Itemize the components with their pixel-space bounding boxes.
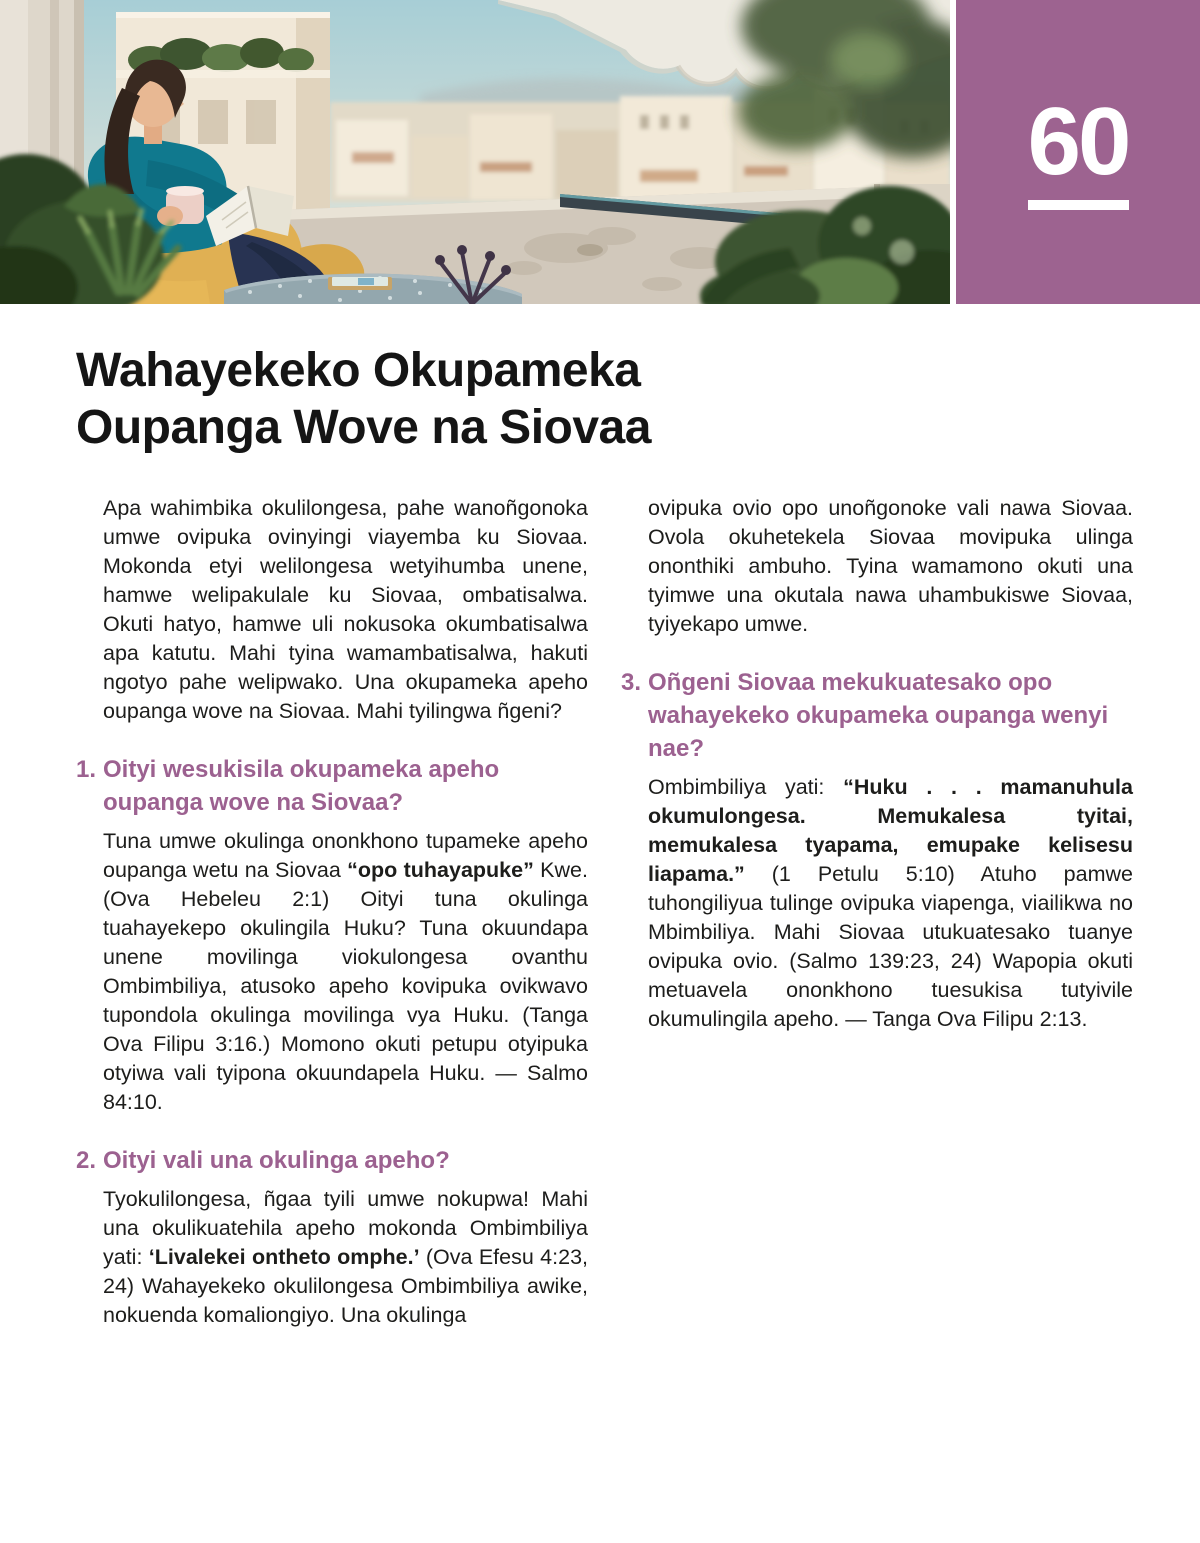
lesson-number-badge [956, 0, 1200, 304]
book-on-table [328, 277, 392, 290]
intro-paragraph: Apa wahimbika okulilongesa, pahe wanoñgonoka umwe ovipuka ovinyingi viayemba ku Siovaa. Mokonda etyi welilongesa wetyihumba unene, hamwe welipakulale ku Siovaa, ombatisalwa. Okuti hatyo, hamwe uli nokusoka okumbatisalwa apa katutu. Mahi tyina wamambatisalwa, hakuti ngotyo pahe welipwako. Una okupameka apeho oupanga wove na Siovaa. Mahi tyilingwa ñgeni? [103, 496, 588, 723]
question-1-heading [76, 753, 588, 819]
question-3-paragraph: Ombimbiliya yati: “Huku . . . mamanuhula okumulongesa. Memukalesa tyitai, memukalesa tyapama, emupake kelisesu liapama.” (1 Petulu 5:10) Atuho pamwe tuhongiliyua tulinge ovipuka viapenga, viailikwa no Mbimbiliya. Mahi Siovaa utukuatesako tuanye ovipuka ovio. (Salmo 139:23, 24) Wapopia okuti metuavela ononkhono tuesukisa tutyivile okumulingila apeho. — Tanga Ova Filipu 2:13. [648, 775, 1133, 1031]
lesson-number-underline [1028, 200, 1129, 210]
question-2 [76, 1144, 588, 1330]
page-title [76, 342, 1132, 456]
question-1-paragraph: Tuna umwe okulinga ononkhono tupameke apeho oupanga wetu na Siovaa “opo tuhayapuke” Kwe. (Ova Hebeleu 2:1) Oityi tuna okulinga tuahayekepo okulingila Huku? Tuna okuundapa unene movilinga viokulongesa ovanthu Ombimbiliya, atusoko apeho kovipuka ovikwavo tupondola okulinga movilinga vya Huku. (Tanga Ova Filipu 3:16.) Momono okuti petupu otyipuka otyiwa vali tyipona okuundapela Huku. — Salmo 84:10. [103, 829, 588, 1114]
lesson-photo [0, 0, 950, 304]
page-title-line-1: Wahayekeko Okupameka [76, 344, 641, 397]
question-3 [621, 666, 1133, 1034]
left-column [76, 494, 588, 1330]
header [0, 0, 1200, 304]
question-2-paragraph-continued: ovipuka ovio opo unoñgonoke vali nawa Siovaa. Ovola okuhetekela Siovaa movipuka ulinga ononthiki ambuho. Tyina wamamono okuti una tyimwe una okutala nawa uhambukiswe Siovaa, tyiyekapo umwe. [648, 496, 1133, 636]
question-3-text: Oñgeni Siovaa mekukuatesako opo wahayekeko okupameka oupanga wenyi nae? [648, 669, 1109, 762]
question-2-heading [76, 1144, 588, 1177]
question-1-number: 1. [76, 756, 97, 783]
question-3-heading [621, 666, 1133, 765]
lesson-body [76, 494, 1200, 1330]
question-3-number: 3. [621, 669, 642, 696]
balcony-city-photo-illustration [0, 0, 950, 304]
right-column [621, 494, 1133, 1330]
lesson-number: 60 [1027, 88, 1129, 195]
question-1-text: Oityi wesukisila okupameka apeho oupanga wove na Siovaa? [103, 756, 500, 816]
question-2-paragraph: Tyokulilongesa, ñgaa tyili umwe nokupwa! Mahi una okulikuatehila apeho mokonda Ombimbiliya yati: ‘Livalekei ontheto omphe.’ (Ova Efesu 4:23, 24) Wahayekeko okulilongesa Ombimbiliya awike, nokuenda komaliongiyo. Una okulinga [103, 1187, 588, 1327]
page-title-line-2: Oupanga Wove na Siovaa [76, 401, 651, 454]
question-2-text: Oityi vali una okulinga apeho? [103, 1147, 450, 1174]
question-1 [76, 753, 588, 1117]
question-2-number: 2. [76, 1147, 97, 1174]
